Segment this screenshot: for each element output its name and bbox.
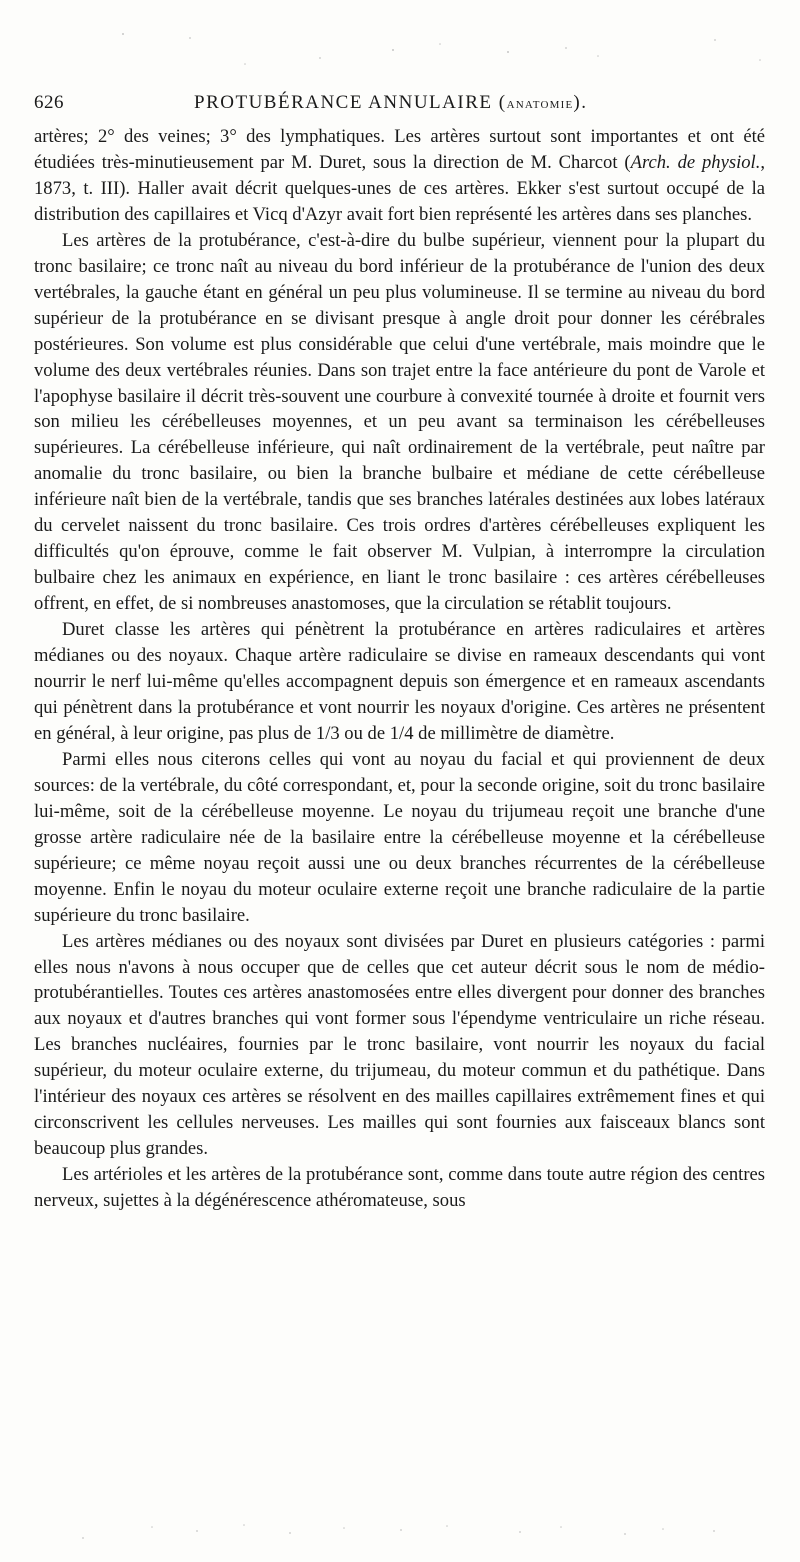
running-title: [194, 92, 587, 114]
text-run: , 1873, t. III). Haller avait décrit quelques-unes de ces artères. Ekker s'est surtout occupé de la distribution des capillaires et Vicq d'Azyr avait fort bien représenté les artères dans ses planches.: [34, 151, 766, 225]
paragraph: [34, 228, 765, 617]
paragraph: [34, 124, 765, 228]
running-title-main: PROTUBÉRANCE ANNULAIRE (: [194, 92, 507, 113]
text-run: Duret classe les artères qui pénètrent la protubérance en artères radiculaires et artères médianes ou des noyaux. Chaque artère radiculaire se divise en rameaux descendants qui vont nourrir le nerf lui-même qu'elles accompagnent depuis son émergence et en rameaux ascendants qui pénètrent dans la protubérance et vont nourrir les noyaux d'origine. Ces artères ne présentent en général, à leur origine, pas plus de 1/3 ou de 1/4 de millimètre de diamètre.: [34, 619, 765, 744]
running-title-section: ANATOMIE: [506, 99, 574, 111]
paragraph: [34, 929, 765, 1163]
text-run: Les artères médianes ou des noyaux sont divisées par Duret en plusieurs catégories : parmi elles nous n'avons à nous occuper que de celles que cet auteur décrit sous le nom de médio-protubérantielles. Toutes ces artères anastomosées entre elles divergent pour donner des branches aux noyaux et d'autres branches qui vont former sous l'épendyme ventriculaire un riche réseau. Les branches nucléaires, fournies par le tronc basilaire, vont nourrir les noyaux du facial supérieur, du moteur oculaire externe, du trijumeau, du moteur commun et du pathétique. Dans l'intérieur des noyaux ces artères se résolvent en des mailles capillaires extrêmement fines et qui circonscrivent les cellules nerveuses. Les mailles qui sont fournies aux faisceaux blancs sont beaucoup plus grandes.: [34, 930, 765, 1160]
text-run: Parmi elles nous citerons celles qui vont au noyau du facial et qui proviennent de deux sources: de la vertébrale, du côté correspondant, et, pour la seconde origine, soit du tronc basilaire lui-même, soit de la cérébelleuse moyenne. Le noyau du trijumeau reçoit une branche d'une grosse artère radiculaire née de la basilaire entre la cérébelleuse moyenne et la cérébelleuse supérieure; ce même noyau reçoit aussi une ou deux branches récurrentes de la cérébelleuse moyenne. Enfin le noyau du moteur oculaire externe reçoit une branche radiculaire de la partie supérieure du tronc basilaire.: [34, 748, 765, 926]
text-run: Les artérioles et les artères de la protubérance sont, comme dans toute autre région des centres nerveux, sujettes à la dégénérescence athéromateuse, sous: [34, 1164, 765, 1212]
running-title-end: ).: [573, 92, 588, 113]
text-run: Les artères de la protubérance, c'est-à-dire du bulbe supérieur, viennent pour la plupart du tronc basilaire; ce tronc naît au niveau du bord inférieur de la protubérance de l'union des deux vertébrales, la gauche étant en général un peu plus volumineuse. Il se termine au niveau du bord supérieur de la protubérance en se divisant presque à angle droit pour donner les cérébrales postérieures. Son volume est plus considérable que celui d'une vertébrale, mais moindre que le volume des deux vertébrales réunies. Dans son trajet entre la face antérieure du pont de Varole et l'apophyse basilaire il décrit très-souvent une courbure à convexité tournée à droite et fournit vers son milieu les cérébelleuses moyennes, et un peu avant sa terminaison les cérébelleuses supérieures. La cérébelleuse inférieure, qui naît ordinairement de la vertébrale, peut naître par anomalie du tronc basilaire, ou bien la branche bulbaire et médiane de cette cérébelleuse inférieure naît bien de la vertébrale, tandis que ses branches latérales destinées aux lobes latéraux du cervelet naissent du tronc basilaire. Ces trois ordres d'artères cérébelleuses expliquent les difficultés qu'on éprouve, comme le fait observer M. Vulpian, à interrompre la circulation bulbaire chez les animaux en expérience, en liant le tronc basilaire : ces artères cérébelleuses offrent, en effet, de si nombreuses anastomoses, que la circulation se rétablit toujours.: [34, 229, 765, 615]
running-header: [34, 92, 766, 120]
body-text: [34, 124, 765, 1214]
italic-citation: Arch. de physiol.: [630, 151, 761, 173]
paragraph: [34, 747, 765, 929]
page-number: 626: [34, 92, 64, 113]
text-run: artères; 2° des veines; 3° des lymphatiques. Les artères surtout sont importantes et ont été étudiées très-minutieusement par M. Duret, sous la direction de M. Charcot (: [34, 126, 765, 173]
paragraph: [34, 1162, 765, 1214]
paragraph: [34, 617, 765, 747]
